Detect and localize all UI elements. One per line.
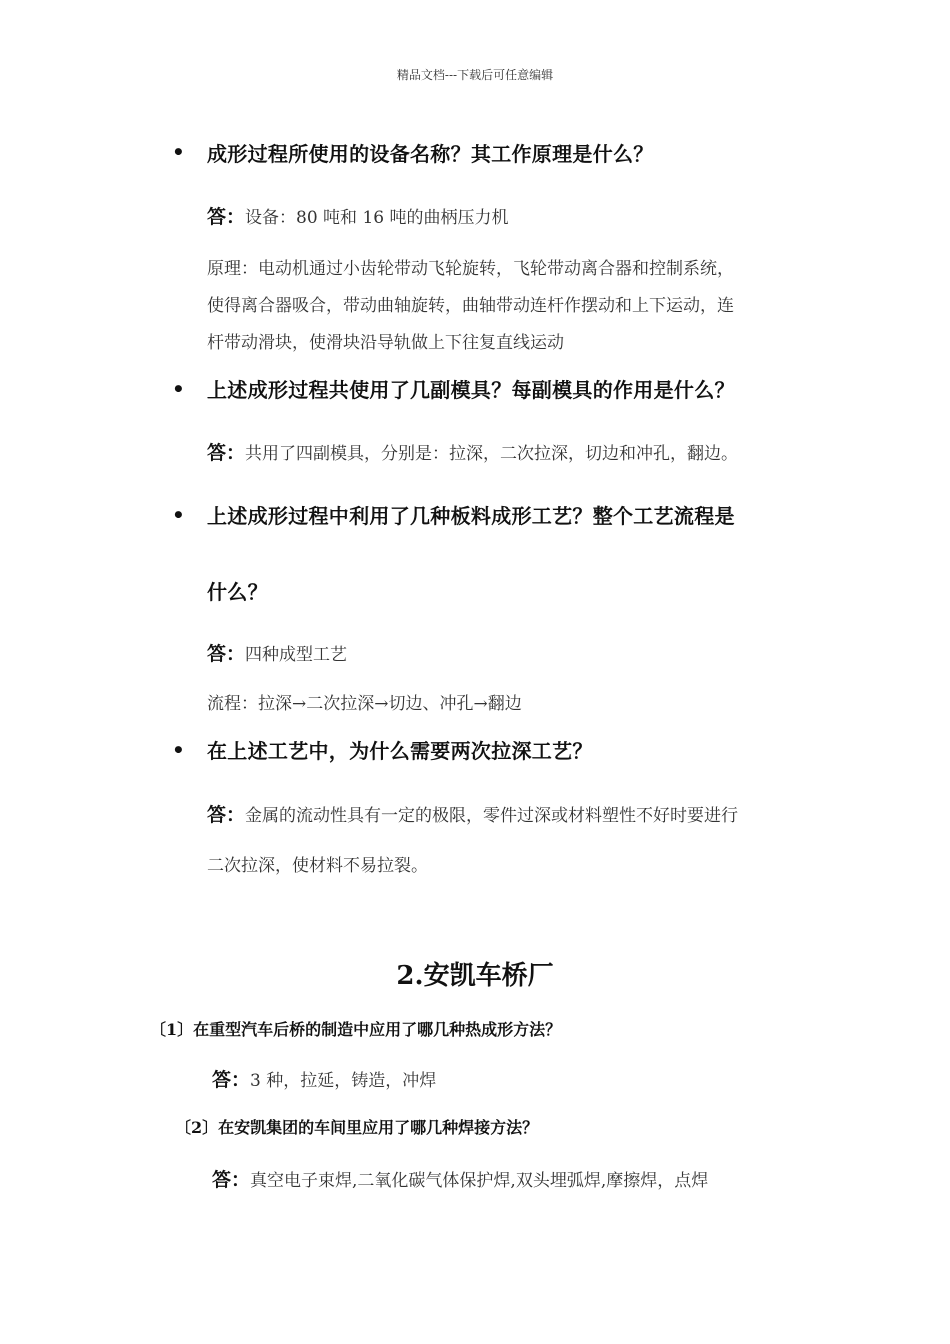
answer-4-text: 金属的流动性具有一定的极限，零件过深或材料塑性不好时要进行 (245, 806, 739, 826)
answer-1-line-4: 杆带动滑块，使滑块沿导轨做上下往复直线运动 (207, 333, 564, 353)
section-2-answer-1 (212, 1065, 436, 1092)
bullet-icon: • (172, 738, 185, 762)
question-4: 在上述工艺中，为什么需要两次拉深工艺？ (207, 739, 593, 763)
answer-1-line-2: 原理：电动机通过小齿轮带动飞轮旋转，飞轮带动离合器和控制系统， (207, 259, 734, 279)
answer-2-text: 共用了四副模具，分别是：拉深，二次拉深，切边和冲孔，翻边。 (245, 444, 739, 464)
answer-label: 答： (207, 643, 246, 665)
question-3-line-1: 上述成形过程中利用了几种板料成形工艺？整个工艺流程是 (207, 504, 735, 528)
answer-label: 答： (207, 206, 246, 228)
section-2-answer-1-text: 3 种，拉延，铸造，冲焊 (250, 1071, 437, 1091)
answer-label: 答： (207, 442, 246, 464)
answer-3 (207, 639, 347, 666)
answer-1 (207, 202, 509, 229)
answer-4-line-2: 二次拉深，使材料不易拉裂。 (207, 856, 428, 876)
answer-1-text: 设备：80 吨和 16 吨的曲柄压力机 (245, 208, 509, 228)
section-2-question-1: 〔1〕在重型汽车后桥的制造中应用了哪几种热成形方法？ (150, 1020, 562, 1039)
bullet-icon: • (172, 503, 185, 527)
answer-4 (207, 800, 738, 827)
section-2-answer-2-text: 真空电子束焊,二氧化碳气体保护焊,双头埋弧焊,摩擦焊，点焊 (250, 1171, 709, 1191)
answer-1-line-3: 使得离合器吸合，带动曲轴旋转，曲轴带动连杆作摆动和上下运动，连 (207, 296, 734, 316)
question-2: 上述成形过程共使用了几副模具？每副模具的作用是什么？ (207, 378, 735, 402)
answer-3-line-2: 流程：拉深→二次拉深→切边、冲孔→翻边 (207, 694, 522, 714)
answer-label: 答： (212, 1069, 251, 1091)
question-1: 成形过程所使用的设备名称？其工作原理是什么？ (207, 142, 654, 166)
answer-2 (207, 438, 738, 465)
page-header: 精品文档---下载后可任意编辑 (396, 68, 554, 82)
section-2-answer-2 (212, 1165, 708, 1192)
bullet-icon: • (172, 377, 185, 401)
answer-label: 答： (207, 804, 246, 826)
answer-label: 答： (212, 1169, 251, 1191)
section-2-title: 2.安凯车桥厂 (396, 961, 554, 991)
answer-3-text: 四种成型工艺 (245, 645, 348, 665)
question-3-line-2: 什么？ (207, 580, 268, 604)
section-2-question-2: 〔2〕在安凯集团的车间里应用了哪几种焊接方法？ (175, 1118, 539, 1137)
bullet-icon: • (172, 140, 185, 164)
